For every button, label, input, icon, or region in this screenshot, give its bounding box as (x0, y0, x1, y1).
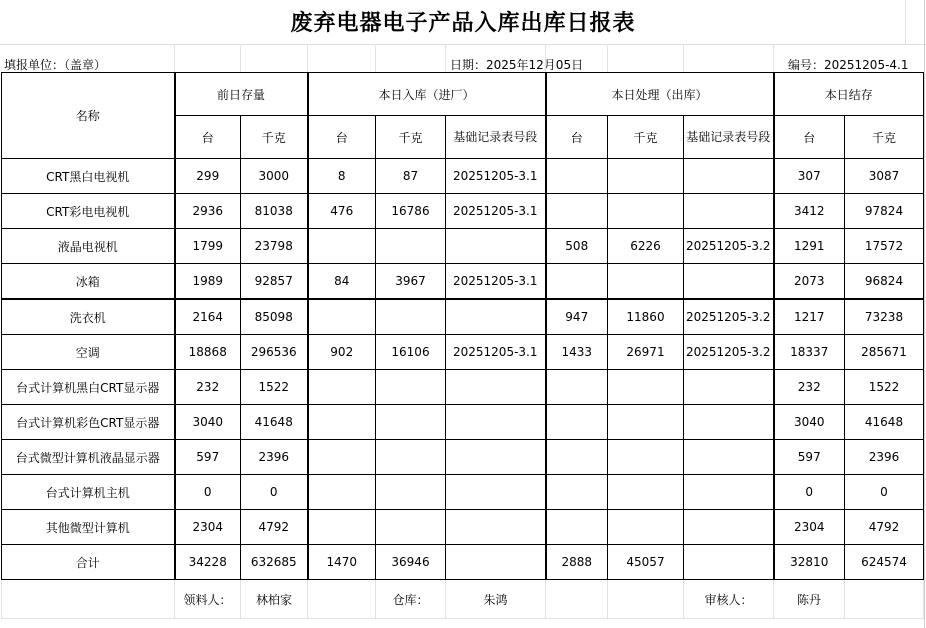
cell-end-kg: 41648 (845, 405, 924, 440)
cell-out-kg: 11860 (608, 299, 684, 335)
cell-out-sets: 1433 (546, 335, 608, 370)
grid-line (773, 44, 774, 72)
cell-in-kg: 16786 (376, 194, 446, 229)
cell-name: CRT黑白电视机 (2, 159, 175, 194)
cell-in-sets (308, 440, 376, 475)
cell-end-sets: 1291 (774, 229, 845, 264)
subheader-kg: 千克 (376, 116, 446, 159)
cell-in-sets (308, 475, 376, 510)
cell-in-sets: 1470 (308, 545, 376, 580)
cell-in-kg (376, 370, 446, 405)
grid-line (240, 44, 241, 72)
cell-name: 其他微型计算机 (2, 510, 175, 545)
subheader-sets: 台 (308, 116, 376, 159)
subheader-kg: 千克 (241, 116, 308, 159)
col-header-out-today: 本日处理（出库） (546, 73, 774, 116)
cell-end-kg: 73238 (845, 299, 924, 335)
grid-line (445, 44, 446, 72)
cell-end-kg: 1522 (845, 370, 924, 405)
cell-in-sets (308, 405, 376, 440)
cell-name: 台式计算机黑白CRT显示器 (2, 370, 175, 405)
cell-in-record: 20251205-3.1 (446, 194, 546, 229)
table-row (2, 299, 924, 335)
report-title: 废弃电器电子产品入库出库日报表 (290, 10, 636, 36)
table-row (2, 370, 924, 405)
subheader-record-no: 基础记录表号段 (684, 116, 774, 159)
sig-blank (546, 580, 608, 619)
cell-out-record (684, 264, 774, 300)
cell-in-sets: 902 (308, 335, 376, 370)
cell-prev-sets: 1799 (175, 229, 241, 264)
cell-prev-sets: 0 (175, 475, 241, 510)
cell-out-sets (546, 159, 608, 194)
cell-prev-kg: 41648 (241, 405, 308, 440)
cell-in-sets: 476 (308, 194, 376, 229)
cell-prev-kg: 1522 (241, 370, 308, 405)
cell-prev-sets: 1989 (175, 264, 241, 300)
title-row (0, 0, 926, 45)
cell-out-record (684, 510, 774, 545)
cell-prev-sets: 299 (175, 159, 241, 194)
cell-in-kg: 36946 (376, 545, 446, 580)
cell-end-sets: 597 (774, 440, 845, 475)
grid-line (307, 44, 308, 72)
cell-out-sets (546, 475, 608, 510)
cell-prev-kg: 23798 (241, 229, 308, 264)
cell-prev-sets: 3040 (175, 405, 241, 440)
cell-out-kg: 6226 (608, 229, 684, 264)
cell-in-sets: 84 (308, 264, 376, 300)
cell-prev-kg: 81038 (241, 194, 308, 229)
col-header-name: 名称 (2, 73, 175, 159)
cell-name: 冰箱 (2, 264, 175, 300)
cell-in-kg (376, 229, 446, 264)
col-header-in-today: 本日入库（进厂） (308, 73, 546, 116)
cell-in-record: 20251205-3.1 (446, 159, 546, 194)
cell-out-record (684, 475, 774, 510)
signature-row (2, 580, 924, 619)
cell-end-sets: 307 (774, 159, 845, 194)
cell-end-kg: 2396 (845, 440, 924, 475)
cell-in-record (446, 405, 546, 440)
warehouse-name: 朱鸿 (446, 580, 546, 619)
cell-out-kg (608, 159, 684, 194)
cell-in-kg (376, 405, 446, 440)
cell-out-record (684, 545, 774, 580)
table-row (2, 229, 924, 264)
cell-in-kg (376, 475, 446, 510)
cell-name: CRT彩电电视机 (2, 194, 175, 229)
cell-in-record: 20251205-3.1 (446, 335, 546, 370)
subheader-sets: 台 (175, 116, 241, 159)
cell-in-record (446, 545, 546, 580)
table-row (2, 440, 924, 475)
subheader-kg: 千克 (845, 116, 924, 159)
cell-end-kg: 4792 (845, 510, 924, 545)
grid-line (545, 44, 546, 72)
cell-end-sets: 3412 (774, 194, 845, 229)
table-row (2, 405, 924, 440)
cell-out-kg: 45057 (608, 545, 684, 580)
cell-name: 台式计算机主机 (2, 475, 175, 510)
cell-in-sets (308, 229, 376, 264)
cell-in-kg (376, 510, 446, 545)
cell-end-kg: 96824 (845, 264, 924, 300)
table-row (2, 194, 924, 229)
cell-out-record (684, 440, 774, 475)
cell-name: 合计 (2, 545, 175, 580)
cell-prev-kg: 296536 (241, 335, 308, 370)
cell-out-kg (608, 194, 684, 229)
cell-prev-kg: 2396 (241, 440, 308, 475)
cell-out-sets (546, 264, 608, 300)
reviewer-label: 审核人： (684, 580, 774, 619)
cell-out-record (684, 159, 774, 194)
cell-end-sets: 0 (774, 475, 845, 510)
cell-out-sets (546, 510, 608, 545)
cell-name: 空调 (2, 335, 175, 370)
cell-name: 洗衣机 (2, 299, 175, 335)
cell-in-sets (308, 299, 376, 335)
cell-out-kg (608, 440, 684, 475)
cell-out-record (684, 194, 774, 229)
cell-prev-sets: 232 (175, 370, 241, 405)
cell-in-record (446, 229, 546, 264)
cell-in-record (446, 370, 546, 405)
cell-out-sets (546, 370, 608, 405)
warehouse-label: 仓库： (376, 580, 446, 619)
cell-end-kg: 624574 (845, 545, 924, 580)
report-number: 编号：20251205-4.1 (788, 58, 909, 72)
cell-out-record: 20251205-3.2 (684, 335, 774, 370)
cell-out-sets: 2888 (546, 545, 608, 580)
cell-prev-sets: 34228 (175, 545, 241, 580)
cell-prev-sets: 597 (175, 440, 241, 475)
sig-blank (308, 580, 376, 619)
cell-prev-kg: 3000 (241, 159, 308, 194)
cell-end-kg: 0 (845, 475, 924, 510)
cell-end-sets: 18337 (774, 335, 845, 370)
cell-out-kg (608, 510, 684, 545)
sig-blank (2, 580, 175, 619)
meta-row (0, 44, 926, 72)
cell-name: 液晶电视机 (2, 229, 175, 264)
cell-out-sets: 947 (546, 299, 608, 335)
col-header-prev-stock: 前日存量 (175, 73, 308, 116)
cell-out-sets: 508 (546, 229, 608, 264)
total-row (2, 545, 924, 580)
table-row (2, 159, 924, 194)
receiver-name: 林柏家 (241, 580, 308, 619)
report-date: 日期：2025年12月05日 (450, 58, 584, 72)
grid-line (174, 44, 175, 72)
cell-out-sets (546, 405, 608, 440)
cell-end-sets: 2073 (774, 264, 845, 300)
cell-end-kg: 97824 (845, 194, 924, 229)
reviewer-name: 陈丹 (774, 580, 845, 619)
cell-end-kg: 285671 (845, 335, 924, 370)
col-header-end-stock: 本日结存 (774, 73, 924, 116)
grid-line (607, 44, 608, 72)
cell-out-record: 20251205-3.2 (684, 299, 774, 335)
cell-out-kg (608, 264, 684, 300)
table-row (2, 264, 924, 300)
cell-out-kg (608, 405, 684, 440)
cell-end-kg: 17572 (845, 229, 924, 264)
cell-name: 台式微型计算机液晶显示器 (2, 440, 175, 475)
cell-end-sets: 32810 (774, 545, 845, 580)
cell-out-kg (608, 370, 684, 405)
cell-prev-kg: 85098 (241, 299, 308, 335)
subheader-record-no: 基础记录表号段 (446, 116, 546, 159)
cell-in-record (446, 475, 546, 510)
cell-prev-sets: 2164 (175, 299, 241, 335)
cell-in-kg: 3967 (376, 264, 446, 300)
cell-prev-sets: 2304 (175, 510, 241, 545)
cell-in-record (446, 510, 546, 545)
cell-end-sets: 1217 (774, 299, 845, 335)
cell-prev-kg: 632685 (241, 545, 308, 580)
sig-blank (608, 580, 684, 619)
receiver-label: 领料人： (175, 580, 241, 619)
cell-out-record (684, 405, 774, 440)
cell-in-kg: 87 (376, 159, 446, 194)
cell-name: 台式计算机彩色CRT显示器 (2, 405, 175, 440)
cell-out-sets (546, 440, 608, 475)
cell-in-sets: 8 (308, 159, 376, 194)
cell-end-sets: 232 (774, 370, 845, 405)
cell-prev-kg: 4792 (241, 510, 308, 545)
table-row (2, 510, 924, 545)
header-row-1 (2, 73, 924, 116)
cell-end-sets: 3040 (774, 405, 845, 440)
grid-line (375, 44, 376, 72)
grid-line (905, 0, 906, 44)
cell-out-kg (608, 475, 684, 510)
cell-out-sets (546, 194, 608, 229)
cell-out-record: 20251205-3.2 (684, 229, 774, 264)
cell-prev-kg: 0 (241, 475, 308, 510)
cell-prev-sets: 18868 (175, 335, 241, 370)
cell-in-record (446, 299, 546, 335)
grid-line (683, 44, 684, 72)
cell-end-kg: 3087 (845, 159, 924, 194)
sig-blank (845, 580, 924, 619)
table-row (2, 475, 924, 510)
cell-in-kg (376, 299, 446, 335)
cell-out-record (684, 370, 774, 405)
cell-in-kg (376, 440, 446, 475)
cell-out-kg: 26971 (608, 335, 684, 370)
cell-in-sets (308, 510, 376, 545)
reporting-unit: 填报单位：（盖章） (4, 58, 107, 72)
table-row (2, 335, 924, 370)
cell-in-record (446, 440, 546, 475)
subheader-sets: 台 (546, 116, 608, 159)
subheader-sets: 台 (774, 116, 845, 159)
cell-prev-kg: 92857 (241, 264, 308, 300)
cell-prev-sets: 2936 (175, 194, 241, 229)
grid-line (924, 0, 925, 628)
cell-in-kg: 16106 (376, 335, 446, 370)
subheader-kg: 千克 (608, 116, 684, 159)
cell-in-sets (308, 370, 376, 405)
report-table (1, 72, 924, 619)
cell-end-sets: 2304 (774, 510, 845, 545)
cell-in-record: 20251205-3.1 (446, 264, 546, 300)
